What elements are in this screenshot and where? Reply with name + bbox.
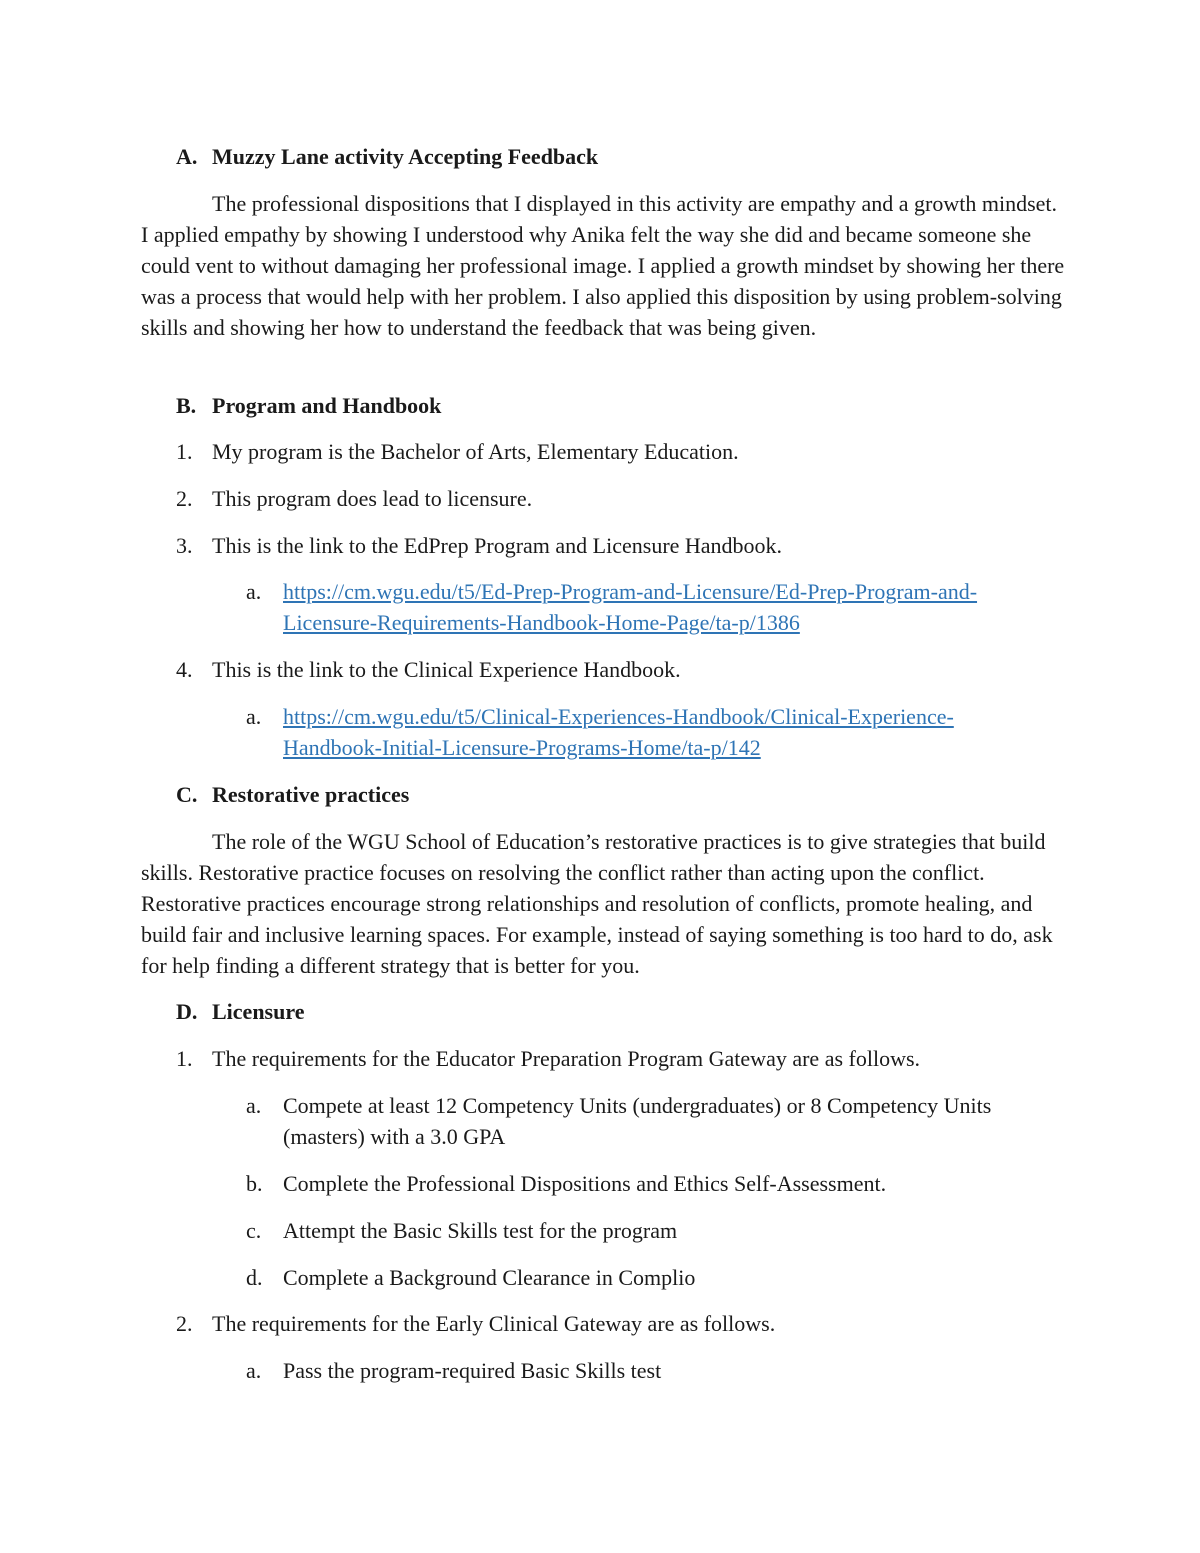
section-a-heading: Muzzy Lane activity Accepting Feedback [212,144,599,169]
edprep-handbook-link-line2[interactable]: Licensure-Requirements-Handbook-Home-Page/ta-p/1386 [283,610,800,635]
sub-item-marker: a. [246,1358,262,1383]
section-c-paragraph-text: The role of the WGU School of Education’s restorative practices is to give strategies that build skills. Restorative practice focuses on resolving the conflict rather than acting upon the conflict. Restorative practices encourage strong relationships and resolution of conflicts, promote healing, and build fair and inclusive learning spaces. For example, instead of saying something is too hard to do, ask for help finding a different strategy that is better for you. [141,829,1053,978]
list-item-marker: 2. [176,1311,193,1336]
sub-item: Pass the program-required Basic Skills test [283,1358,662,1383]
clinical-handbook-link-line1[interactable]: https://cm.wgu.edu/t5/Clinical-Experiences-Handbook/Clinical-Experience- [283,704,954,729]
section-b-marker: B. [176,393,197,418]
list-item-marker: 2. [176,486,193,511]
sub-item: Attempt the Basic Skills test for the program [283,1218,678,1243]
sub-item-line1: Compete at least 12 Competency Units (undergraduates) or 8 Competency Units [283,1093,992,1118]
section-a-marker: A. [176,144,198,169]
sub-item-marker: b. [246,1171,263,1196]
clinical-handbook-link[interactable] [283,701,1083,763]
list-item-marker: 3. [176,533,193,558]
list-item: My program is the Bachelor of Arts, Elementary Education. [212,439,739,464]
list-item: The requirements for the Educator Preparation Program Gateway are as follows. [212,1046,921,1071]
sub-item-marker: a. [246,579,262,604]
section-a-paragraph-text: The professional dispositions that I displayed in this activity are empathy and a growth mindset. I applied empathy by showing I understood why Anika felt the way she did and became someone she could vent to without damaging her professional image. I applied a growth mindset by showing her there was a process that would help with her problem. I also applied this disposition by using problem-solving skills and showing her how to understand the feedback that was being given. [141,191,1065,340]
sub-item: Complete the Professional Dispositions and Ethics Self-Assessment. [283,1171,887,1196]
sub-item: Complete a Background Clearance in Complio [283,1265,696,1290]
section-a-paragraph [141,188,1066,343]
section-b-heading: Program and Handbook [212,393,442,418]
section-c-paragraph [141,826,1066,981]
section-d-heading: Licensure [212,999,305,1024]
list-item: This is the link to the Clinical Experience Handbook. [212,657,681,682]
list-item: The requirements for the Early Clinical Gateway are as follows. [212,1311,776,1336]
section-c-marker: C. [176,782,198,807]
list-item-marker: 1. [176,439,193,464]
list-item: This is the link to the EdPrep Program and Licensure Handbook. [212,533,783,558]
list-item: This program does lead to licensure. [212,486,533,511]
sub-item-marker: d. [246,1265,263,1290]
section-c-heading: Restorative practices [212,782,410,807]
list-item-marker: 1. [176,1046,193,1071]
edprep-handbook-link-line1[interactable]: https://cm.wgu.edu/t5/Ed-Prep-Program-and-Licensure/Ed-Prep-Program-and- [283,579,978,604]
sub-item-marker: a. [246,1093,262,1118]
clinical-handbook-link-line2[interactable]: Handbook-Initial-Licensure-Programs-Home/ta-p/142 [283,735,761,760]
sub-item [283,1090,1083,1152]
sub-item-marker: c. [246,1218,262,1243]
sub-item-marker: a. [246,704,262,729]
list-item-marker: 4. [176,657,193,682]
sub-item-line2: (masters) with a 3.0 GPA [283,1124,506,1149]
section-d-marker: D. [176,999,198,1024]
edprep-handbook-link[interactable] [283,576,1083,638]
